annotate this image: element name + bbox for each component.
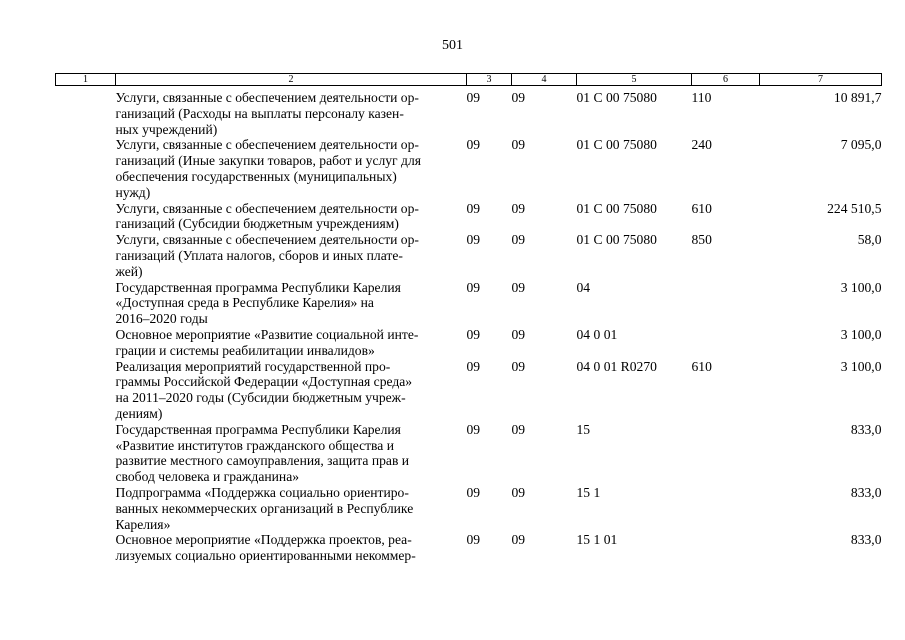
table-row bbox=[56, 532, 882, 564]
table-row bbox=[56, 201, 882, 233]
budget-table bbox=[55, 73, 882, 564]
row-amount: 224 510,5 bbox=[827, 200, 882, 216]
table-row bbox=[56, 137, 882, 200]
row-name bbox=[116, 327, 467, 359]
row-vr bbox=[692, 422, 760, 485]
row-name bbox=[116, 359, 467, 422]
row-name-line: «Развитие институтов гражданского общества и bbox=[115, 437, 395, 453]
header-col-3: 3 bbox=[467, 74, 512, 86]
row-rz: 09 bbox=[466, 137, 481, 153]
table-row bbox=[56, 232, 882, 279]
row-amount: 10 891,7 bbox=[833, 90, 882, 105]
row-name-line: Государственная программа Республики Карелия bbox=[115, 421, 401, 437]
table-row bbox=[56, 86, 882, 138]
header-col-4: 4 bbox=[512, 74, 577, 86]
row-name-line: грации и системы реабилитации инвалидов» bbox=[115, 342, 375, 358]
row-name-line: на 2011–2020 годы (Субсидии бюджетным учреж- bbox=[115, 390, 406, 406]
row-col-1 bbox=[56, 137, 116, 200]
row-name bbox=[116, 422, 467, 485]
row-pr: 09 bbox=[511, 279, 526, 295]
row-name-line: 2016–2020 годы bbox=[115, 311, 208, 327]
table-row bbox=[56, 485, 882, 532]
row-name-line: Основное мероприятие «Поддержка проектов, реа- bbox=[115, 532, 412, 548]
row-name-line: Основное мероприятие «Развитие социальной инте- bbox=[115, 326, 419, 342]
row-rz: 09 bbox=[466, 279, 481, 295]
row-rz: 09 bbox=[466, 200, 481, 216]
row-name-line: ных учреждений) bbox=[115, 121, 218, 137]
row-name-line: ганизаций (Субсидии бюджетным учреждениям) bbox=[115, 216, 399, 232]
row-col-1 bbox=[56, 485, 116, 532]
row-vr bbox=[692, 485, 760, 532]
header-col-5: 5 bbox=[577, 74, 692, 86]
row-rz: 09 bbox=[466, 358, 481, 374]
row-amount: 833,0 bbox=[850, 421, 882, 437]
row-name-line: Услуги, связанные с обеспечением деятельности ор- bbox=[115, 200, 419, 216]
row-pr: 09 bbox=[511, 421, 526, 437]
row-name-line: ганизаций (Уплата налогов, сборов и иных плате- bbox=[115, 247, 403, 263]
row-csr: 04 0 01 R0270 bbox=[576, 358, 657, 374]
row-name-line: жей) bbox=[115, 263, 143, 279]
row-csr: 15 bbox=[576, 421, 591, 437]
row-name-line: развитие местного самоуправления, защита прав и bbox=[115, 453, 410, 469]
row-csr: 15 1 01 bbox=[576, 532, 618, 548]
row-name-line: Подпрограмма «Поддержка социально ориентиро- bbox=[115, 484, 409, 500]
row-col-1 bbox=[56, 201, 116, 233]
row-csr: 04 0 01 bbox=[576, 326, 618, 342]
table-row bbox=[56, 422, 882, 485]
row-col-1 bbox=[56, 359, 116, 422]
row-amount: 833,0 bbox=[850, 484, 882, 500]
row-pr: 09 bbox=[511, 200, 526, 216]
row-name-line: обеспечения государственных (муниципальных) bbox=[115, 168, 397, 184]
row-vr bbox=[692, 280, 760, 327]
row-amount: 833,0 bbox=[850, 532, 882, 548]
row-amount: 7 095,0 bbox=[840, 137, 882, 153]
table-row bbox=[56, 280, 882, 327]
row-amount: 3 100,0 bbox=[840, 279, 882, 295]
row-name bbox=[116, 532, 467, 564]
row-name bbox=[116, 485, 467, 532]
header-col-7: 7 bbox=[760, 74, 882, 86]
table-header bbox=[56, 74, 882, 86]
row-col-1 bbox=[56, 232, 116, 279]
row-name-line: свобод человека и гражданина» bbox=[115, 469, 300, 485]
table-body bbox=[56, 86, 882, 564]
row-name bbox=[116, 201, 467, 233]
row-pr: 09 bbox=[511, 484, 526, 500]
row-amount: 58,0 bbox=[857, 232, 882, 248]
row-vr bbox=[692, 327, 760, 359]
row-name bbox=[116, 232, 467, 279]
row-csr: 01 С 00 75080 bbox=[576, 200, 657, 216]
row-name-line: ганизаций (Расходы на выплаты персоналу казен- bbox=[115, 105, 404, 121]
row-name-line: дениям) bbox=[115, 405, 163, 421]
row-col-1 bbox=[56, 86, 116, 138]
row-pr: 09 bbox=[511, 232, 526, 248]
row-pr: 09 bbox=[511, 358, 526, 374]
table-row bbox=[56, 359, 882, 422]
row-col-1 bbox=[56, 422, 116, 485]
row-col-1 bbox=[56, 327, 116, 359]
row-name-line: граммы Российской Федерации «Доступная среда» bbox=[115, 374, 413, 390]
header-col-1: 1 bbox=[56, 74, 116, 86]
row-name-line: ганизаций (Иные закупки товаров, работ и услуг для bbox=[115, 153, 421, 169]
table-row bbox=[56, 327, 882, 359]
row-pr: 09 bbox=[511, 137, 526, 153]
row-amount: 3 100,0 bbox=[840, 326, 882, 342]
header-col-2: 2 bbox=[116, 74, 467, 86]
row-vr bbox=[692, 532, 760, 564]
row-vr: 240 bbox=[691, 137, 712, 153]
row-csr: 01 С 00 75080 bbox=[576, 90, 657, 105]
row-name-line: Карелия» bbox=[115, 516, 171, 532]
row-vr: 110 bbox=[691, 90, 712, 105]
row-name-line: Услуги, связанные с обеспечением деятельности ор- bbox=[115, 232, 419, 248]
row-col-1 bbox=[56, 532, 116, 564]
row-name-line: «Доступная среда в Республике Карелия» на bbox=[115, 295, 374, 311]
row-name-line: Реализация мероприятий государственной про- bbox=[115, 358, 391, 374]
row-name-line: Услуги, связанные с обеспечением деятельности ор- bbox=[115, 137, 419, 153]
row-csr: 04 bbox=[576, 279, 591, 295]
row-rz: 09 bbox=[466, 532, 481, 548]
row-vr: 610 bbox=[691, 200, 712, 216]
row-amount: 3 100,0 bbox=[840, 358, 882, 374]
row-rz: 09 bbox=[466, 326, 481, 342]
row-rz: 09 bbox=[466, 484, 481, 500]
row-name-line: нужд) bbox=[115, 184, 151, 200]
header-col-6: 6 bbox=[692, 74, 760, 86]
row-name bbox=[116, 280, 467, 327]
row-col-1 bbox=[56, 280, 116, 327]
row-name-line: лизуемых социально ориентированными некоммер- bbox=[115, 548, 416, 564]
row-csr: 01 С 00 75080 bbox=[576, 232, 657, 248]
row-name bbox=[116, 86, 467, 138]
row-vr: 610 bbox=[691, 358, 712, 374]
row-rz: 09 bbox=[466, 421, 481, 437]
header-row bbox=[56, 74, 882, 86]
row-name-line: Услуги, связанные с обеспечением деятельности ор- bbox=[115, 90, 419, 105]
row-pr: 09 bbox=[511, 90, 526, 105]
row-vr: 850 bbox=[691, 232, 712, 248]
row-rz: 09 bbox=[466, 232, 481, 248]
row-name-line: Государственная программа Республики Карелия bbox=[115, 279, 401, 295]
row-csr: 15 1 bbox=[576, 484, 601, 500]
row-name-line: ванных некоммерческих организаций в Республике bbox=[115, 500, 414, 516]
row-pr: 09 bbox=[511, 326, 526, 342]
page-number: 501 bbox=[442, 38, 463, 53]
row-pr: 09 bbox=[511, 532, 526, 548]
row-name bbox=[116, 137, 467, 200]
row-csr: 01 С 00 75080 bbox=[576, 137, 657, 153]
row-rz: 09 bbox=[466, 90, 481, 105]
